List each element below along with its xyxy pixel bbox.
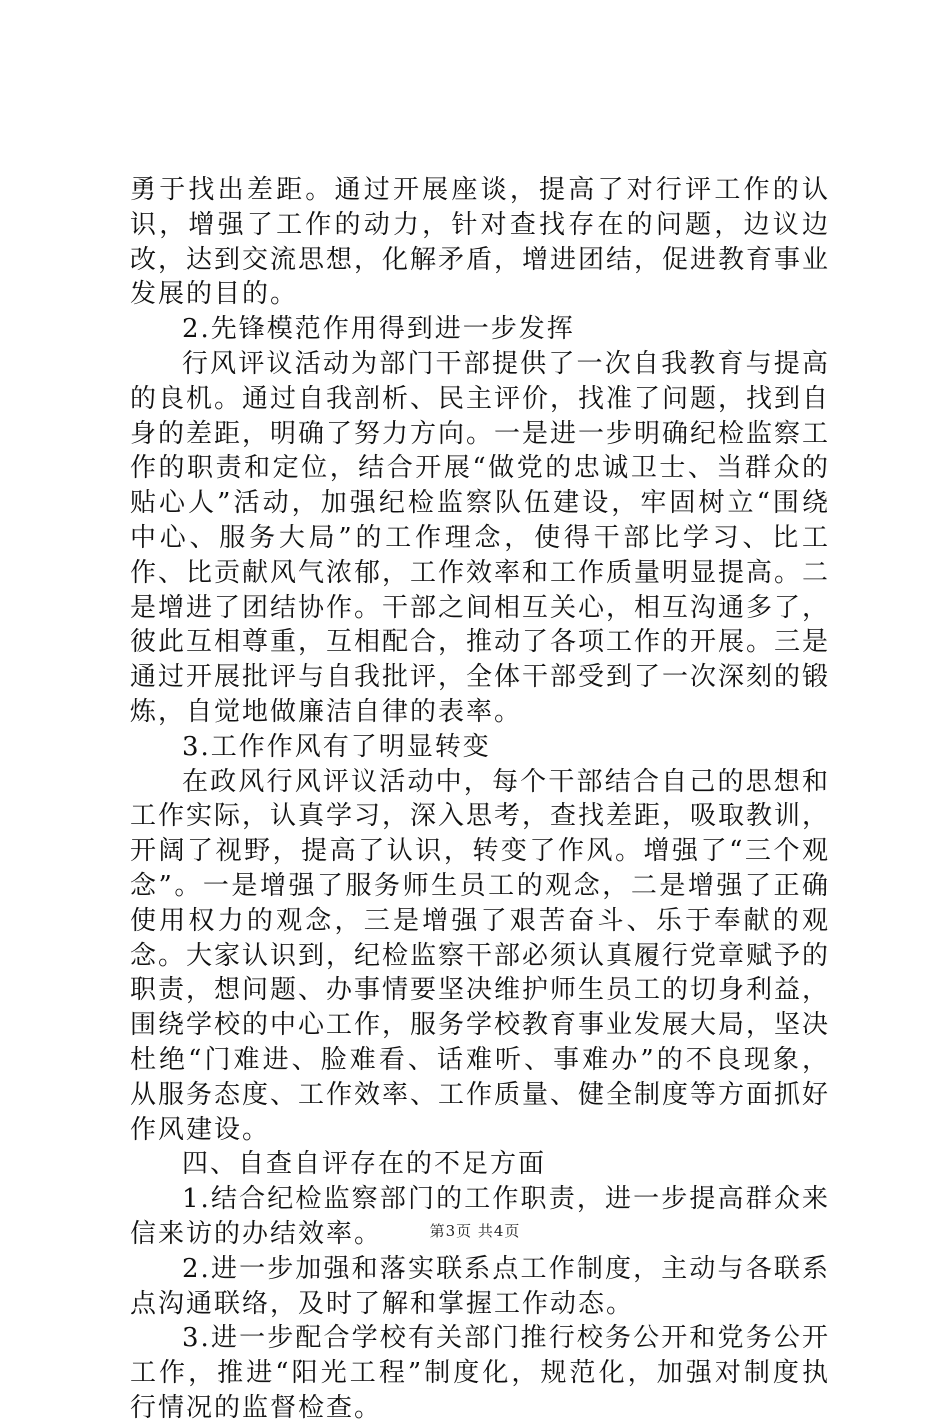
paragraph-work-style: 在政风行风评议活动中，每个干部结合自己的思想和工作实际，认真学习，深入思考，查找差距，吸取教训，开阔了视野，提高了认识，转变了作风。增强了“三个观念”。一是增强了服务师生员工的观念，二是增强了正确使用权力的观念，三是增强了艰苦奋斗、乐于奉献的观念。大家认识到，纪检监察干部必须认真履行党章赋予的职责，想问题、办事情要坚决维护师生员工的切身利益，围绕学校的中心工作，服务学校教育事业发展大局，坚决杜绝“门难进、脸难看、话难听、事难办”的不良现象，从服务态度、工作效率、工作质量、健全制度等方面抓好作风建设。 bbox=[130, 766, 831, 1145]
subheading-2: 2.先锋模范作用得到进一步发挥 bbox=[182, 314, 575, 345]
list-item-3: 3.进一步配合学校有关部门推行校务公开和党务公开工作，推进“阳光工程”制度化，规范化，加强对制度执行情况的监督检查。 bbox=[130, 1323, 830, 1423]
paragraph-vanguard-role: 行风评议活动为部门干部提供了一次自我教育与提高的良机。通过自我剖析、民主评价，找准了问题，找到自身的差距，明确了努力方向。一是进一步明确纪检监察工作的职责和定位，结合开展“做党的忠诚卫士、当群众的贴心人”活动，加强纪检监察队伍建设，牢固树立“围绕中心、服务大局”的工作理念，使得干部比学习、比工作、比贡献风气浓郁，工作效率和工作质量明显提高。二是增进了团结协作。干部之间相互关心，相互沟通多了，彼此互相尊重，互相配合，推动了各项工作的开展。三是通过开展批评与自我批评，全体干部受到了一次深刻的锻炼，自觉地做廉洁自律的表率。 bbox=[130, 348, 831, 727]
list-item-2: 2.进一步加强和落实联系点工作制度，主动与各联系点沟通联络，及时了解和掌握工作动态。 bbox=[130, 1253, 830, 1319]
section-heading-4: 四、自查自评存在的不足方面 bbox=[182, 1149, 547, 1180]
continuation-paragraph: 勇于找出差距。通过开展座谈，提高了对行评工作的认识，增强了工作的动力，针对查找存在的问题，边议边改，达到交流思想，化解矛盾，增进团结，促进教育事业发展的目的。 bbox=[130, 175, 831, 310]
subheading-3: 3.工作作风有了明显转变 bbox=[182, 731, 491, 762]
list-item-1: 1.结合纪检监察部门的工作职责，进一步提高群众来信来访的办结效率。 bbox=[130, 1184, 830, 1249]
page-number-footer: 第3页 共4页 bbox=[429, 1222, 521, 1240]
